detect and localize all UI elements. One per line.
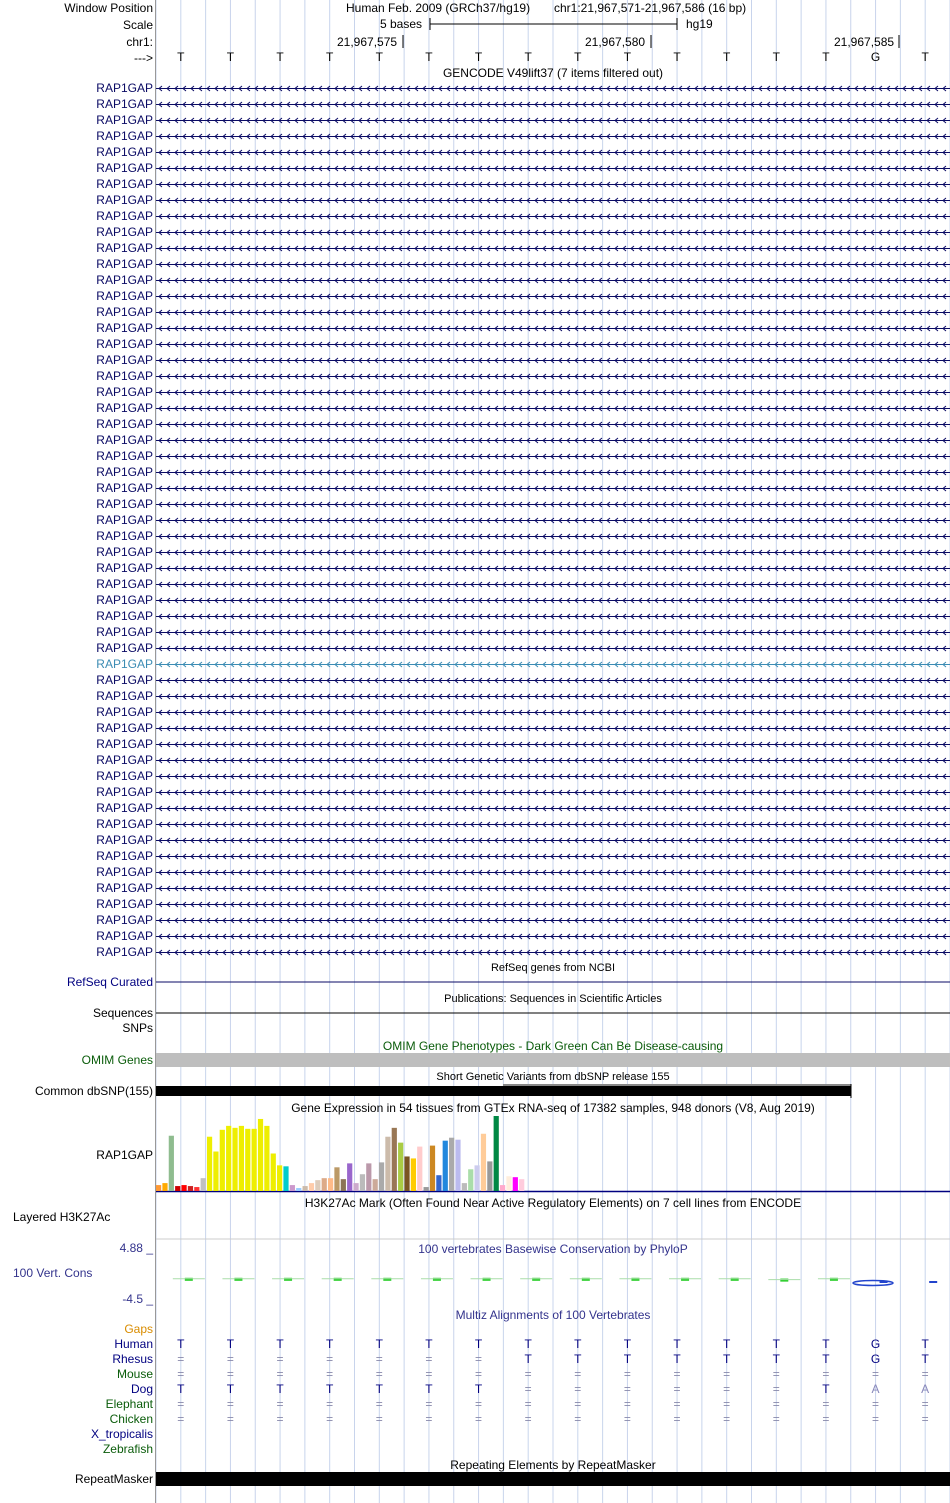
gtex-tissue-bar (443, 1141, 448, 1191)
multiz-base: = (326, 1397, 334, 1411)
multiz-base: T (326, 1382, 334, 1396)
multiz-species-label[interactable]: Chicken (109, 1412, 153, 1426)
scale-label: Scale (122, 18, 153, 32)
gtex-tissue-bar (481, 1134, 486, 1191)
multiz-base: = (574, 1382, 582, 1396)
gencode-transcript-label[interactable]: RAP1GAP (96, 177, 153, 191)
multiz-base: A (921, 1382, 930, 1396)
gencode-transcript-label[interactable]: RAP1GAP (96, 97, 153, 111)
gtex-tissue-bar (290, 1185, 295, 1191)
publications-label-line2[interactable]: SNPs (122, 1021, 153, 1035)
multiz-base: = (226, 1352, 234, 1366)
publications-track-title[interactable]: Publications: Sequences in Scientific Articles (444, 993, 662, 1005)
gencode-transcript-label[interactable]: RAP1GAP (96, 801, 153, 815)
gtex-tissue-bar (334, 1167, 339, 1191)
multiz-base: = (226, 1412, 234, 1426)
multiz-base: G (870, 1352, 881, 1366)
multiz-base: = (574, 1367, 582, 1381)
gtex-tissue-bar (494, 1116, 499, 1191)
gtex-tissue-bar (449, 1138, 454, 1191)
gtex-tissue-bar (188, 1186, 193, 1191)
multiz-gaps-label: Gaps (124, 1322, 153, 1336)
gencode-transcript-label[interactable]: RAP1GAP (96, 145, 153, 159)
gencode-transcript-label[interactable]: RAP1GAP (96, 289, 153, 303)
gencode-transcript-label[interactable]: RAP1GAP (96, 865, 153, 879)
gtex-tissue-bar (239, 1126, 244, 1191)
multiz-base: T (623, 1337, 632, 1351)
gtex-tissue-bar (169, 1136, 174, 1191)
multiz-base: T (226, 1337, 235, 1351)
multiz-base: = (177, 1412, 185, 1426)
multiz-base: = (375, 1352, 383, 1366)
strand-label: ---> (134, 51, 153, 65)
base-letter: T (474, 50, 483, 64)
multiz-base: = (276, 1397, 284, 1411)
multiz-species-label[interactable]: Zebrafish (102, 1442, 153, 1456)
position-label[interactable]: chr1:21,967,571-21,967,586 (16 bp) (554, 1, 747, 15)
gtex-tissue-bar (162, 1183, 167, 1191)
multiz-base: T (425, 1382, 433, 1396)
multiz-base: = (772, 1382, 780, 1396)
base-letter: T (226, 50, 235, 64)
dbsnp-variant-bar (156, 1086, 851, 1096)
gtex-track-title[interactable]: Gene Expression in 54 tissues from GTEx RNA-seq of 17382 samples, 948 donors (V8, Aug 2019) (291, 1101, 815, 1115)
base-letter: T (772, 50, 780, 64)
multiz-base: = (772, 1367, 780, 1381)
gencode-transcript-label[interactable]: RAP1GAP (96, 769, 153, 783)
multiz-base: = (475, 1412, 483, 1426)
gtex-tissue-bar (417, 1147, 422, 1191)
tick-label-3: 21,967,585 (834, 35, 895, 49)
gencode-transcript-label[interactable]: RAP1GAP (96, 337, 153, 351)
gencode-transcript-label[interactable]: RAP1GAP (96, 737, 153, 751)
multiz-species-label[interactable]: Dog (130, 1382, 153, 1396)
gtex-tissue-bar (220, 1130, 225, 1191)
gencode-transcript-label[interactable]: RAP1GAP (96, 897, 153, 911)
gtex-tissue-bar (385, 1137, 390, 1191)
multiz-base: = (425, 1397, 433, 1411)
multiz-base: T (177, 1337, 185, 1351)
multiz-base: = (276, 1367, 284, 1381)
multiz-base: = (723, 1367, 731, 1381)
gencode-transcript-label[interactable]: RAP1GAP (96, 321, 153, 335)
multiz-base: = (822, 1397, 830, 1411)
base-letter: T (673, 50, 681, 64)
gencode-transcript-label[interactable]: RAP1GAP (96, 353, 153, 367)
multiz-base: = (623, 1382, 631, 1396)
gencode-transcript-label[interactable]: RAP1GAP (96, 849, 153, 863)
multiz-track-title[interactable]: Multiz Alignments of 100 Vertebrates (455, 1308, 651, 1322)
multiz-base: T (524, 1352, 532, 1366)
multiz-base: = (425, 1367, 433, 1381)
scale-db-label: hg19 (686, 17, 713, 31)
gtex-tissue-bar (341, 1179, 346, 1191)
gtex-tissue-bar (379, 1162, 384, 1191)
gencode-transcript-label[interactable]: RAP1GAP (96, 641, 153, 655)
multiz-base: = (524, 1397, 532, 1411)
base-letter: T (326, 50, 334, 64)
gencode-transcript-label[interactable]: RAP1GAP (96, 257, 153, 271)
omim-track-label[interactable]: OMIM Genes (81, 1053, 153, 1067)
gtex-tissue-bar (252, 1129, 257, 1191)
gtex-tissue-bar (373, 1179, 378, 1191)
gencode-transcript-label[interactable]: RAP1GAP (96, 817, 153, 831)
dbsnp-track-label[interactable]: Common dbSNP(155) (34, 1084, 153, 1098)
gencode-transcript-label[interactable]: RAP1GAP (96, 401, 153, 415)
omim-gene-bar (156, 1053, 950, 1067)
repeatmasker-track-label[interactable]: RepeatMasker (74, 1472, 153, 1486)
multiz-base: = (524, 1367, 532, 1381)
multiz-base: T (822, 1352, 830, 1366)
h3k27ac-track-title[interactable]: H3K27Ac Mark (Often Found Near Active Regulatory Elements) on 7 cell lines from ENCODE (304, 1196, 802, 1210)
assembly-label: Human Feb. 2009 (GRCh37/hg19) (346, 1, 531, 15)
gtex-tissue-bar (468, 1169, 473, 1191)
gtex-tissue-bar (156, 1185, 161, 1191)
gtex-tissue-bar (436, 1175, 441, 1191)
multiz-base: T (375, 1382, 383, 1396)
tick-label-1: 21,967,575 (337, 35, 398, 49)
gencode-transcript-label[interactable]: RAP1GAP (96, 273, 153, 287)
multiz-base: = (177, 1397, 185, 1411)
multiz-base: = (276, 1352, 284, 1366)
multiz-base: G (870, 1337, 881, 1351)
publications-label-line1[interactable]: Sequences (92, 1006, 153, 1020)
base-letter: T (425, 50, 433, 64)
multiz-base: = (623, 1397, 631, 1411)
phylop-track-title[interactable]: 100 vertebrates Basewise Conservation by PhyloP (418, 1242, 688, 1256)
gtex-tissue-bar (500, 1185, 505, 1191)
gencode-transcript-label[interactable]: RAP1GAP (96, 945, 153, 959)
gencode-transcript-label[interactable]: RAP1GAP (96, 81, 153, 95)
multiz-base: T (772, 1352, 780, 1366)
gencode-transcript-label[interactable]: RAP1GAP (96, 673, 153, 687)
multiz-base: T (673, 1337, 681, 1351)
multiz-base: = (326, 1352, 334, 1366)
multiz-base: T (822, 1337, 830, 1351)
gtex-tissue-bar (296, 1188, 301, 1191)
multiz-base: = (921, 1412, 929, 1426)
gtex-tissue-bar (283, 1166, 288, 1191)
multiz-base: = (673, 1412, 681, 1426)
gencode-transcript-label[interactable]: RAP1GAP (96, 561, 153, 575)
gencode-transcript-label[interactable]: RAP1GAP (96, 481, 153, 495)
multiz-base: T (177, 1382, 185, 1396)
multiz-base: = (872, 1397, 880, 1411)
gencode-transcript-label[interactable]: RAP1GAP (96, 577, 153, 591)
gtex-tissue-bar (264, 1126, 269, 1191)
gencode-transcript-label[interactable]: RAP1GAP (96, 785, 153, 799)
multiz-base: = (524, 1382, 532, 1396)
phylop-max-label: 4.88 _ (119, 1241, 153, 1255)
phylop-min-label: -4.5 _ (122, 1292, 153, 1306)
gtex-tissue-bar (506, 1176, 511, 1191)
multiz-base: = (475, 1352, 483, 1366)
multiz-base: T (574, 1337, 582, 1351)
multiz-base: = (177, 1352, 185, 1366)
gtex-tissue-bar (232, 1128, 237, 1191)
gencode-transcript-label[interactable]: RAP1GAP (96, 929, 153, 943)
multiz-base: = (226, 1367, 234, 1381)
gtex-tissue-bar (360, 1174, 365, 1191)
multiz-base: T (772, 1337, 780, 1351)
multiz-base: T (921, 1337, 929, 1351)
multiz-species-label[interactable]: Mouse (116, 1367, 153, 1381)
gencode-transcript-label[interactable]: RAP1GAP (96, 305, 153, 319)
multiz-base: = (524, 1412, 532, 1426)
gtex-tissue-bar (513, 1177, 518, 1191)
base-letter: T (822, 50, 830, 64)
multiz-base: = (822, 1412, 830, 1426)
gencode-transcript-label[interactable]: RAP1GAP (96, 513, 153, 527)
base-letter: T (524, 50, 532, 64)
phylop-score-mark (929, 1281, 937, 1283)
gencode-transcript-label[interactable]: RAP1GAP (96, 417, 153, 431)
gtex-tissue-bar (424, 1187, 429, 1191)
scale-bases-label: 5 bases (380, 17, 423, 31)
gtex-tissue-bar (430, 1146, 435, 1191)
h3k27ac-track-label[interactable]: Layered H3K27Ac (13, 1210, 111, 1224)
gencode-transcript-label[interactable]: RAP1GAP (96, 385, 153, 399)
base-letter: T (276, 50, 284, 64)
gencode-transcript-label[interactable]: RAP1GAP (96, 241, 153, 255)
gtex-tissue-bar (475, 1165, 480, 1191)
gtex-tissue-bar (271, 1154, 276, 1192)
gencode-transcript-label[interactable]: RAP1GAP (96, 753, 153, 767)
multiz-base: A (871, 1382, 880, 1396)
multiz-species-label[interactable]: Elephant (105, 1397, 153, 1411)
multiz-base: T (574, 1352, 582, 1366)
gencode-transcript-label[interactable]: RAP1GAP (96, 833, 153, 847)
multiz-base: = (723, 1397, 731, 1411)
gencode-transcript-label[interactable]: RAP1GAP (96, 369, 153, 383)
multiz-base: = (226, 1397, 234, 1411)
dbsnp-track-title[interactable]: Short Genetic Variants from dbSNP release 155 (436, 1071, 670, 1083)
gencode-transcript-label[interactable]: RAP1GAP (96, 545, 153, 559)
multiz-base: = (425, 1412, 433, 1426)
gencode-transcript-label[interactable]: RAP1GAP (96, 721, 153, 735)
base-letter: T (574, 50, 582, 64)
multiz-base: = (872, 1412, 880, 1426)
gtex-tissue-bar (398, 1143, 403, 1191)
multiz-base: = (574, 1397, 582, 1411)
dbsnp-variant-overlay (503, 1084, 851, 1086)
multiz-base: T (524, 1337, 532, 1351)
gencode-transcript-label[interactable]: RAP1GAP (96, 209, 153, 223)
multiz-base: = (921, 1397, 929, 1411)
gencode-transcript-label[interactable]: RAP1GAP (96, 593, 153, 607)
multiz-base: = (475, 1397, 483, 1411)
gtex-tissue-bar (226, 1126, 231, 1191)
gtex-tissue-bar (277, 1165, 282, 1191)
gtex-tissue-bar (303, 1186, 308, 1191)
gtex-tissue-bar (181, 1185, 186, 1191)
multiz-base: = (673, 1382, 681, 1396)
refseq-track-title[interactable]: RefSeq genes from NCBI (490, 962, 616, 974)
gencode-track-title[interactable]: GENCODE V49lift37 (7 items filtered out) (442, 66, 664, 80)
gtex-tissue-bar (194, 1187, 199, 1191)
multiz-base: = (375, 1412, 383, 1426)
multiz-base: T (425, 1337, 433, 1351)
multiz-base: T (375, 1337, 383, 1351)
window-position-label: Window Position (64, 1, 153, 15)
gtex-tissue-bar (175, 1186, 180, 1191)
gencode-transcript-label[interactable]: RAP1GAP (96, 129, 153, 143)
multiz-base: = (921, 1367, 929, 1381)
multiz-base: T (673, 1352, 681, 1366)
multiz-base: = (673, 1397, 681, 1411)
chr-label: chr1: (126, 35, 153, 49)
gencode-transcript-label[interactable]: RAP1GAP (96, 913, 153, 927)
base-letter: T (921, 50, 929, 64)
multiz-base: T (623, 1352, 632, 1366)
multiz-base: = (375, 1367, 383, 1381)
gencode-transcript-label[interactable]: RAP1GAP (96, 609, 153, 623)
multiz-base: T (276, 1337, 284, 1351)
gencode-transcript-label[interactable]: RAP1GAP (96, 193, 153, 207)
multiz-base: = (822, 1367, 830, 1381)
multiz-base: = (574, 1412, 582, 1426)
gencode-transcript-label[interactable]: RAP1GAP (96, 657, 153, 671)
gtex-tissue-bar (487, 1161, 492, 1191)
gtex-tissue-bar (315, 1180, 320, 1191)
gencode-transcript-label[interactable]: RAP1GAP (96, 881, 153, 895)
multiz-base: = (425, 1352, 433, 1366)
gencode-transcript-label[interactable]: RAP1GAP (96, 225, 153, 239)
multiz-base: T (723, 1352, 731, 1366)
gencode-transcript-label[interactable]: RAP1GAP (96, 497, 153, 511)
multiz-base: = (673, 1367, 681, 1381)
gtex-tissue-bar (207, 1137, 212, 1191)
gtex-tissue-bar (328, 1178, 333, 1191)
gencode-transcript-label[interactable]: RAP1GAP (96, 625, 153, 639)
gtex-tissue-bar (213, 1152, 218, 1191)
gtex-track-label[interactable]: RAP1GAP (96, 1148, 153, 1162)
base-letter: T (177, 50, 185, 64)
base-letter: T (723, 50, 731, 64)
multiz-base: = (872, 1367, 880, 1381)
gencode-transcript-label[interactable]: RAP1GAP (96, 161, 153, 175)
gtex-tissue-bar (366, 1163, 371, 1191)
multiz-base: T (226, 1382, 235, 1396)
multiz-species-label[interactable]: Human (114, 1337, 153, 1351)
multiz-base: = (375, 1397, 383, 1411)
gtex-tissue-bar (258, 1119, 263, 1191)
multiz-species-label[interactable]: Rhesus (112, 1352, 153, 1366)
gtex-tissue-bar (519, 1179, 524, 1191)
multiz-base: = (623, 1367, 631, 1381)
gencode-transcript-label[interactable]: RAP1GAP (96, 705, 153, 719)
gtex-tissue-bar (201, 1178, 206, 1191)
multiz-base: = (177, 1367, 185, 1381)
base-letter: G (870, 50, 881, 64)
gtex-tissue-bar (353, 1183, 358, 1191)
multiz-base: T (326, 1337, 334, 1351)
multiz-base: = (326, 1367, 334, 1381)
gencode-transcript-label[interactable]: RAP1GAP (96, 433, 153, 447)
refseq-track-label[interactable]: RefSeq Curated (66, 975, 153, 989)
gencode-transcript-label[interactable]: RAP1GAP (96, 529, 153, 543)
multiz-base: T (474, 1382, 483, 1396)
repeatmasker-element-bar (156, 1472, 950, 1486)
gtex-tissue-bar (309, 1183, 314, 1191)
gtex-tissue-bar (245, 1129, 250, 1191)
omim-track-title[interactable]: OMIM Gene Phenotypes - Dark Green Can Be Disease-causing (382, 1039, 724, 1053)
gtex-tissue-bar (322, 1178, 327, 1191)
gencode-transcript-label[interactable]: RAP1GAP (96, 449, 153, 463)
gencode-transcript-label[interactable]: RAP1GAP (96, 465, 153, 479)
gtex-tissue-bar (404, 1156, 409, 1191)
multiz-base: = (326, 1412, 334, 1426)
gencode-transcript-label[interactable]: RAP1GAP (96, 689, 153, 703)
multiz-species-label[interactable]: X_tropicalis (90, 1427, 153, 1441)
gtex-tissue-bar (411, 1158, 416, 1191)
multiz-base: = (723, 1382, 731, 1396)
gtex-tissue-bar (347, 1163, 352, 1191)
gtex-tissue-bar (455, 1140, 460, 1191)
multiz-base: = (772, 1412, 780, 1426)
phylop-track-label[interactable]: 100 Vert. Cons (13, 1266, 93, 1280)
base-letter: T (375, 50, 383, 64)
multiz-base: = (276, 1412, 284, 1426)
multiz-base: T (474, 1337, 483, 1351)
tick-label-2: 21,967,580 (585, 35, 646, 49)
multiz-base: = (623, 1412, 631, 1426)
multiz-base: T (822, 1382, 830, 1396)
multiz-base: T (276, 1382, 284, 1396)
repeatmasker-track-title[interactable]: Repeating Elements by RepeatMasker (450, 1458, 656, 1472)
gtex-tissue-bar (462, 1183, 467, 1191)
base-letter: T (623, 50, 632, 64)
multiz-base: T (723, 1337, 731, 1351)
gtex-tissue-bar (392, 1128, 397, 1191)
multiz-base: = (772, 1397, 780, 1411)
gencode-transcript-label[interactable]: RAP1GAP (96, 113, 153, 127)
multiz-base: = (475, 1367, 483, 1381)
multiz-base: T (921, 1352, 929, 1366)
multiz-base: = (723, 1412, 731, 1426)
